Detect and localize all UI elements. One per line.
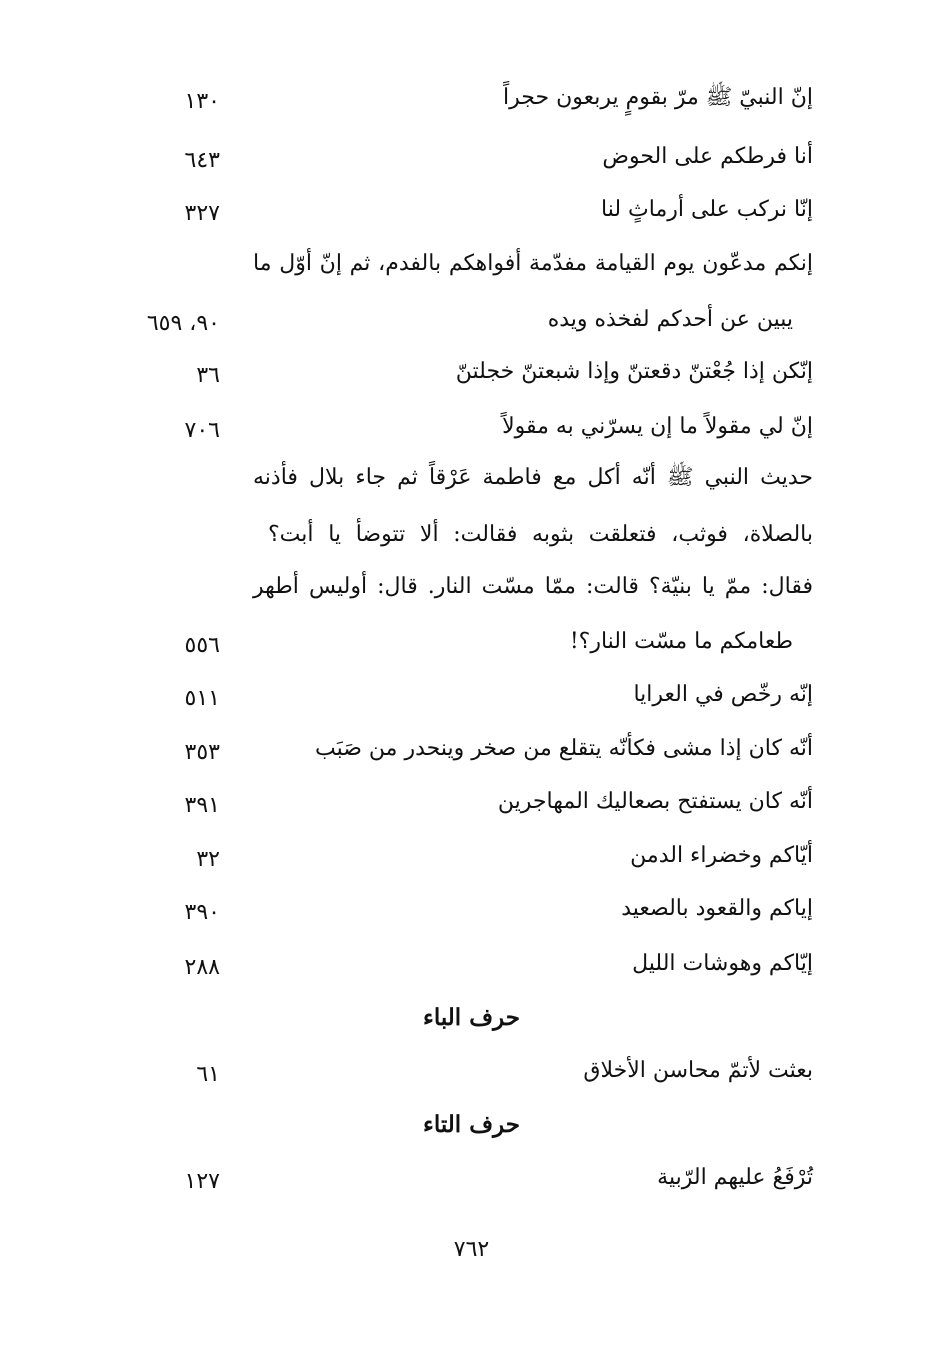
page-reference: ١٣٠	[184, 89, 220, 114]
hadith-entry-text: إيّاكم وهوشات الليل	[632, 951, 813, 976]
hadith-entry-text: بعثت لأتمّ محاسن الأخلاق	[583, 1058, 813, 1083]
page-reference: ١٢٧	[184, 1169, 220, 1194]
page-reference: ٣٢	[196, 847, 220, 872]
hadith-entry-text: أيّاكم وخضراء الدمن	[630, 843, 813, 868]
hadith-entry-continuation: فقال: ممّ يا بنيّة؟ قالت: ممّا مسّت النار. قال: أوليس أطهر	[253, 574, 813, 599]
hadith-entry-text: إياكم والقعود بالصعيد	[621, 896, 813, 921]
page-number: ٧٦٢	[453, 1237, 490, 1262]
hadith-entry-text: إنّا نركب على أرماثٍ لنا	[601, 197, 813, 222]
hadith-entry-text: أنا فرطكم على الحوض	[602, 144, 813, 169]
hadith-entry-continuation: طعامكم ما مسّت النار؟!	[569, 629, 793, 654]
page-reference: ٥٥٦	[184, 633, 220, 658]
page-reference: ٩٠، ٦٥٩	[146, 311, 220, 336]
hadith-entry-text: تُرْفَعُ عليهم الرّبية	[657, 1165, 813, 1190]
page-reference: ٥١١	[184, 686, 220, 711]
page-reference: ٣٥٣	[184, 740, 220, 765]
page-reference: ٧٠٦	[184, 418, 220, 443]
hadith-entry-continuation: بالصلاة، فوثب، فتعلقت بثوبه فقالت: ألا تتوضأ يا أبت؟	[268, 522, 813, 547]
page-reference: ٣٦	[196, 363, 220, 388]
hadith-entry-text: إنّه رخّص في العرايا	[633, 682, 813, 707]
hadith-entry-text: إنّ النبيّ ﷺ مرّ بقومٍ يربعون حجراً	[503, 85, 813, 110]
section-heading-taa: حرف التاء	[423, 1111, 520, 1138]
page-reference: ٢٨٨	[184, 955, 220, 980]
page-reference: ٣٩٠	[184, 900, 220, 925]
page-reference: ٦٤٣	[184, 148, 220, 173]
hadith-entry-text: أنّه كان يستفتح بصعاليك المهاجرين	[497, 789, 813, 814]
hadith-entry-continuation: يبين عن أحدكم لفخذه ويده	[547, 307, 793, 332]
section-heading-baa: حرف الباء	[423, 1004, 520, 1031]
page-reference: ٣٩١	[184, 793, 220, 818]
hadith-entry-text: إنّكن إذا جُعْتنّ دقعتنّ وإذا شبعتنّ خجلتنّ	[455, 359, 813, 384]
page-reference: ٦١	[196, 1062, 220, 1087]
hadith-entry-text: حديث النبي ﷺ أنّه أكل مع فاطمة عَرْقاً ثم جاء بلال فأذنه	[253, 465, 813, 490]
page-reference: ٣٢٧	[184, 201, 220, 226]
hadith-entry-text: إنّ لي مقولاً ما إن يسرّني به مقولاً	[502, 414, 813, 439]
hadith-entry-text: أنّه كان إذا مشى فكأنّه يتقلع من صخر وينحدر من صَبَب	[315, 736, 813, 761]
hadith-entry-text: إنكم مدعّون يوم القيامة مفدّمة أفواهكم بالفدم، ثم إنّ أوّل ما	[253, 251, 813, 276]
